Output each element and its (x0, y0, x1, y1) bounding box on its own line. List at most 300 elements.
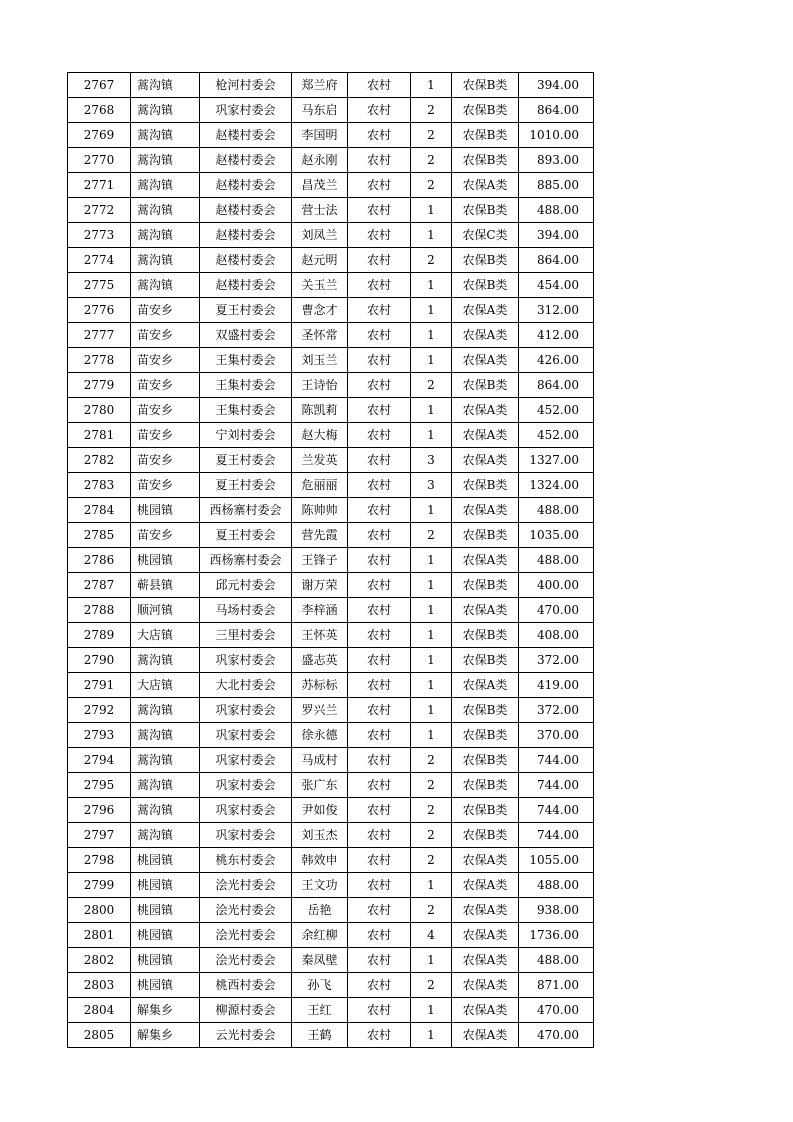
insurance-category-cell: 农保B类 (452, 273, 519, 298)
name-cell: 尹如俊 (292, 798, 348, 823)
insurance-category-cell: 农保A类 (452, 948, 519, 973)
village-committee-cell: 邱元村委会 (200, 573, 292, 598)
insurance-category-cell: 农保B类 (452, 98, 519, 123)
insurance-category-cell: 农保A类 (452, 848, 519, 873)
insurance-category-cell: 农保B类 (452, 123, 519, 148)
table-row (68, 323, 594, 348)
record-id-cell: 2777 (68, 323, 131, 348)
table-row (68, 548, 594, 573)
table-row (68, 848, 594, 873)
name-cell: 刘玉杰 (292, 823, 348, 848)
household-count-cell: 2 (411, 748, 452, 773)
table-row (68, 748, 594, 773)
name-cell: 余红柳 (292, 923, 348, 948)
record-id-cell: 2770 (68, 148, 131, 173)
record-id-cell: 2792 (68, 698, 131, 723)
town-cell: 解集乡 (131, 998, 200, 1023)
table-row (68, 248, 594, 273)
area-type-cell: 农村 (348, 498, 411, 523)
village-committee-cell: 宁刘村委会 (200, 423, 292, 448)
town-cell: 蒿沟镇 (131, 698, 200, 723)
table-row (68, 948, 594, 973)
amount-cell: 412.00 (519, 323, 594, 348)
area-type-cell: 农村 (348, 398, 411, 423)
village-committee-cell: 浍光村委会 (200, 873, 292, 898)
household-count-cell: 2 (411, 523, 452, 548)
area-type-cell: 农村 (348, 323, 411, 348)
household-count-cell: 1 (411, 273, 452, 298)
area-type-cell: 农村 (348, 923, 411, 948)
amount-cell: 394.00 (519, 73, 594, 98)
insurance-category-cell: 农保B类 (452, 823, 519, 848)
area-type-cell: 农村 (348, 73, 411, 98)
household-count-cell: 2 (411, 823, 452, 848)
insurance-category-cell: 农保B类 (452, 648, 519, 673)
name-cell: 王锋子 (292, 548, 348, 573)
table-row (68, 473, 594, 498)
name-cell: 王鹤 (292, 1023, 348, 1048)
town-cell: 解集乡 (131, 1023, 200, 1048)
insurance-category-cell: 农保A类 (452, 448, 519, 473)
record-id-cell: 2798 (68, 848, 131, 873)
village-committee-cell: 赵楼村委会 (200, 198, 292, 223)
name-cell: 郑兰府 (292, 73, 348, 98)
table-row (68, 348, 594, 373)
area-type-cell: 农村 (348, 98, 411, 123)
insurance-category-cell: 农保A类 (452, 348, 519, 373)
village-committee-cell: 三里村委会 (200, 623, 292, 648)
insurance-category-cell: 农保A类 (452, 398, 519, 423)
village-committee-cell: 巩家村委会 (200, 98, 292, 123)
record-id-cell: 2781 (68, 423, 131, 448)
household-count-cell: 1 (411, 423, 452, 448)
table-row (68, 573, 594, 598)
record-id-cell: 2776 (68, 298, 131, 323)
table-row (68, 623, 594, 648)
town-cell: 蒿沟镇 (131, 223, 200, 248)
table-row (68, 723, 594, 748)
village-committee-cell: 马场村委会 (200, 598, 292, 623)
area-type-cell: 农村 (348, 873, 411, 898)
table-row (68, 223, 594, 248)
household-count-cell: 2 (411, 848, 452, 873)
household-count-cell: 1 (411, 548, 452, 573)
town-cell: 桃园镇 (131, 498, 200, 523)
amount-cell: 744.00 (519, 823, 594, 848)
household-count-cell: 1 (411, 673, 452, 698)
amount-cell: 488.00 (519, 548, 594, 573)
table-row (68, 398, 594, 423)
area-type-cell: 农村 (348, 223, 411, 248)
record-id-cell: 2803 (68, 973, 131, 998)
household-count-cell: 1 (411, 723, 452, 748)
record-id-cell: 2771 (68, 173, 131, 198)
amount-cell: 452.00 (519, 398, 594, 423)
household-count-cell: 1 (411, 948, 452, 973)
name-cell: 昌茂兰 (292, 173, 348, 198)
name-cell: 盛志英 (292, 648, 348, 673)
name-cell: 王文功 (292, 873, 348, 898)
table-row (68, 98, 594, 123)
amount-cell: 1055.00 (519, 848, 594, 873)
village-committee-cell: 巩家村委会 (200, 773, 292, 798)
town-cell: 苗安乡 (131, 448, 200, 473)
village-committee-cell: 浍光村委会 (200, 898, 292, 923)
amount-cell: 488.00 (519, 948, 594, 973)
area-type-cell: 农村 (348, 448, 411, 473)
table-row (68, 773, 594, 798)
town-cell: 桃园镇 (131, 923, 200, 948)
record-id-cell: 2768 (68, 98, 131, 123)
household-count-cell: 1 (411, 623, 452, 648)
record-id-cell: 2800 (68, 898, 131, 923)
area-type-cell: 农村 (348, 1023, 411, 1048)
village-committee-cell: 云光村委会 (200, 1023, 292, 1048)
amount-cell: 394.00 (519, 223, 594, 248)
record-id-cell: 2778 (68, 348, 131, 373)
record-id-cell: 2791 (68, 673, 131, 698)
name-cell: 危丽丽 (292, 473, 348, 498)
town-cell: 蒿沟镇 (131, 148, 200, 173)
record-id-cell: 2774 (68, 248, 131, 273)
record-id-cell: 2773 (68, 223, 131, 248)
table-row (68, 648, 594, 673)
town-cell: 蒿沟镇 (131, 798, 200, 823)
household-count-cell: 4 (411, 923, 452, 948)
table-row (68, 973, 594, 998)
name-cell: 岳艳 (292, 898, 348, 923)
household-count-cell: 2 (411, 98, 452, 123)
table-row (68, 298, 594, 323)
insurance-category-cell: 农保B类 (452, 773, 519, 798)
name-cell: 苏标标 (292, 673, 348, 698)
village-committee-cell: 王集村委会 (200, 373, 292, 398)
table-row (68, 198, 594, 223)
insurance-category-cell: 农保B类 (452, 73, 519, 98)
record-id-cell: 2772 (68, 198, 131, 223)
household-count-cell: 1 (411, 73, 452, 98)
amount-cell: 1736.00 (519, 923, 594, 948)
name-cell: 王诗怡 (292, 373, 348, 398)
town-cell: 苗安乡 (131, 423, 200, 448)
insurance-category-cell: 农保B类 (452, 523, 519, 548)
village-committee-cell: 巩家村委会 (200, 698, 292, 723)
data-table (67, 72, 594, 1048)
amount-cell: 452.00 (519, 423, 594, 448)
town-cell: 桃园镇 (131, 948, 200, 973)
amount-cell: 408.00 (519, 623, 594, 648)
village-committee-cell: 王集村委会 (200, 398, 292, 423)
town-cell: 苗安乡 (131, 523, 200, 548)
area-type-cell: 农村 (348, 548, 411, 573)
record-id-cell: 2775 (68, 273, 131, 298)
table-row (68, 173, 594, 198)
amount-cell: 488.00 (519, 198, 594, 223)
area-type-cell: 农村 (348, 748, 411, 773)
area-type-cell: 农村 (348, 823, 411, 848)
insurance-category-cell: 农保A类 (452, 498, 519, 523)
village-committee-cell: 枪河村委会 (200, 73, 292, 98)
name-cell: 营先霞 (292, 523, 348, 548)
amount-cell: 1010.00 (519, 123, 594, 148)
name-cell: 李梓涵 (292, 598, 348, 623)
village-committee-cell: 桃西村委会 (200, 973, 292, 998)
village-committee-cell: 夏王村委会 (200, 448, 292, 473)
area-type-cell: 农村 (348, 598, 411, 623)
amount-cell: 426.00 (519, 348, 594, 373)
area-type-cell: 农村 (348, 723, 411, 748)
village-committee-cell: 桃东村委会 (200, 848, 292, 873)
area-type-cell: 农村 (348, 198, 411, 223)
amount-cell: 1035.00 (519, 523, 594, 548)
record-id-cell: 2769 (68, 123, 131, 148)
village-committee-cell: 夏王村委会 (200, 298, 292, 323)
household-count-cell: 1 (411, 598, 452, 623)
town-cell: 蒿沟镇 (131, 123, 200, 148)
table-row (68, 1023, 594, 1048)
area-type-cell: 农村 (348, 648, 411, 673)
area-type-cell: 农村 (348, 798, 411, 823)
name-cell: 刘玉兰 (292, 348, 348, 373)
household-count-cell: 2 (411, 148, 452, 173)
record-id-cell: 2799 (68, 873, 131, 898)
town-cell: 苗安乡 (131, 298, 200, 323)
amount-cell: 864.00 (519, 248, 594, 273)
town-cell: 蒿沟镇 (131, 773, 200, 798)
table-row (68, 523, 594, 548)
town-cell: 桃园镇 (131, 973, 200, 998)
name-cell: 陈凯莉 (292, 398, 348, 423)
amount-cell: 312.00 (519, 298, 594, 323)
area-type-cell: 农村 (348, 673, 411, 698)
area-type-cell: 农村 (348, 573, 411, 598)
town-cell: 蒿沟镇 (131, 823, 200, 848)
town-cell: 苗安乡 (131, 398, 200, 423)
insurance-category-cell: 农保A类 (452, 998, 519, 1023)
insurance-category-cell: 农保A类 (452, 298, 519, 323)
name-cell: 马成村 (292, 748, 348, 773)
name-cell: 罗兴兰 (292, 698, 348, 723)
insurance-category-cell: 农保A类 (452, 973, 519, 998)
village-committee-cell: 巩家村委会 (200, 748, 292, 773)
household-count-cell: 1 (411, 873, 452, 898)
table-body (68, 73, 594, 1048)
amount-cell: 370.00 (519, 723, 594, 748)
record-id-cell: 2795 (68, 773, 131, 798)
amount-cell: 864.00 (519, 373, 594, 398)
area-type-cell: 农村 (348, 998, 411, 1023)
area-type-cell: 农村 (348, 623, 411, 648)
household-count-cell: 2 (411, 898, 452, 923)
insurance-category-cell: 农保A类 (452, 548, 519, 573)
area-type-cell: 农村 (348, 423, 411, 448)
amount-cell: 938.00 (519, 898, 594, 923)
table-row (68, 823, 594, 848)
household-count-cell: 1 (411, 1023, 452, 1048)
household-count-cell: 2 (411, 373, 452, 398)
insurance-category-cell: 农保A类 (452, 1023, 519, 1048)
table-row (68, 273, 594, 298)
amount-cell: 400.00 (519, 573, 594, 598)
insurance-category-cell: 农保B类 (452, 723, 519, 748)
amount-cell: 470.00 (519, 1023, 594, 1048)
village-committee-cell: 夏王村委会 (200, 473, 292, 498)
record-id-cell: 2786 (68, 548, 131, 573)
table-row (68, 998, 594, 1023)
name-cell: 张广东 (292, 773, 348, 798)
record-id-cell: 2790 (68, 648, 131, 673)
name-cell: 李国明 (292, 123, 348, 148)
household-count-cell: 1 (411, 698, 452, 723)
area-type-cell: 农村 (348, 148, 411, 173)
table-row (68, 448, 594, 473)
town-cell: 蕲县镇 (131, 573, 200, 598)
insurance-category-cell: 农保A类 (452, 323, 519, 348)
town-cell: 蒿沟镇 (131, 748, 200, 773)
village-committee-cell: 夏王村委会 (200, 523, 292, 548)
amount-cell: 454.00 (519, 273, 594, 298)
record-id-cell: 2767 (68, 73, 131, 98)
table-row (68, 498, 594, 523)
table-row (68, 873, 594, 898)
town-cell: 蒿沟镇 (131, 98, 200, 123)
insurance-category-cell: 农保B类 (452, 798, 519, 823)
insurance-category-cell: 农保C类 (452, 223, 519, 248)
name-cell: 孙飞 (292, 973, 348, 998)
town-cell: 顺河镇 (131, 598, 200, 623)
town-cell: 大店镇 (131, 623, 200, 648)
household-count-cell: 2 (411, 973, 452, 998)
household-count-cell: 1 (411, 298, 452, 323)
area-type-cell: 农村 (348, 973, 411, 998)
area-type-cell: 农村 (348, 898, 411, 923)
village-committee-cell: 赵楼村委会 (200, 123, 292, 148)
name-cell: 陈帅帅 (292, 498, 348, 523)
household-count-cell: 2 (411, 173, 452, 198)
name-cell: 赵大梅 (292, 423, 348, 448)
record-id-cell: 2797 (68, 823, 131, 848)
name-cell: 谢万荣 (292, 573, 348, 598)
household-count-cell: 3 (411, 473, 452, 498)
record-id-cell: 2789 (68, 623, 131, 648)
record-id-cell: 2801 (68, 923, 131, 948)
village-committee-cell: 柳源村委会 (200, 998, 292, 1023)
record-id-cell: 2787 (68, 573, 131, 598)
amount-cell: 488.00 (519, 873, 594, 898)
household-count-cell: 1 (411, 348, 452, 373)
name-cell: 刘凤兰 (292, 223, 348, 248)
village-committee-cell: 巩家村委会 (200, 723, 292, 748)
area-type-cell: 农村 (348, 373, 411, 398)
record-id-cell: 2783 (68, 473, 131, 498)
village-committee-cell: 赵楼村委会 (200, 173, 292, 198)
table-row (68, 923, 594, 948)
table-row (68, 898, 594, 923)
insurance-category-cell: 农保A类 (452, 423, 519, 448)
town-cell: 桃园镇 (131, 848, 200, 873)
area-type-cell: 农村 (348, 948, 411, 973)
village-committee-cell: 大北村委会 (200, 673, 292, 698)
town-cell: 蒿沟镇 (131, 723, 200, 748)
table-row (68, 73, 594, 98)
village-committee-cell: 巩家村委会 (200, 823, 292, 848)
amount-cell: 744.00 (519, 798, 594, 823)
household-count-cell: 1 (411, 648, 452, 673)
name-cell: 曹念才 (292, 298, 348, 323)
table-row (68, 598, 594, 623)
insurance-category-cell: 农保A类 (452, 673, 519, 698)
table-row (68, 698, 594, 723)
record-id-cell: 2802 (68, 948, 131, 973)
village-committee-cell: 巩家村委会 (200, 798, 292, 823)
name-cell: 圣怀常 (292, 323, 348, 348)
village-committee-cell: 赵楼村委会 (200, 248, 292, 273)
amount-cell: 1324.00 (519, 473, 594, 498)
town-cell: 蒿沟镇 (131, 73, 200, 98)
amount-cell: 871.00 (519, 973, 594, 998)
insurance-category-cell: 农保A类 (452, 598, 519, 623)
record-id-cell: 2784 (68, 498, 131, 523)
amount-cell: 470.00 (519, 998, 594, 1023)
area-type-cell: 农村 (348, 298, 411, 323)
amount-cell: 488.00 (519, 498, 594, 523)
town-cell: 苗安乡 (131, 348, 200, 373)
household-count-cell: 2 (411, 248, 452, 273)
village-committee-cell: 赵楼村委会 (200, 273, 292, 298)
name-cell: 关玉兰 (292, 273, 348, 298)
household-count-cell: 1 (411, 198, 452, 223)
record-id-cell: 2788 (68, 598, 131, 623)
household-count-cell: 1 (411, 223, 452, 248)
table-row (68, 423, 594, 448)
name-cell: 营士法 (292, 198, 348, 223)
insurance-category-cell: 农保B类 (452, 473, 519, 498)
record-id-cell: 2793 (68, 723, 131, 748)
amount-cell: 372.00 (519, 648, 594, 673)
area-type-cell: 农村 (348, 473, 411, 498)
village-committee-cell: 双盛村委会 (200, 323, 292, 348)
record-id-cell: 2796 (68, 798, 131, 823)
insurance-category-cell: 农保A类 (452, 173, 519, 198)
town-cell: 蒿沟镇 (131, 273, 200, 298)
table-row (68, 798, 594, 823)
area-type-cell: 农村 (348, 248, 411, 273)
name-cell: 秦凤壁 (292, 948, 348, 973)
village-committee-cell: 浍光村委会 (200, 948, 292, 973)
household-count-cell: 1 (411, 323, 452, 348)
area-type-cell: 农村 (348, 698, 411, 723)
table-row (68, 673, 594, 698)
record-id-cell: 2785 (68, 523, 131, 548)
household-count-cell: 2 (411, 773, 452, 798)
table-row (68, 123, 594, 148)
table-row (68, 373, 594, 398)
name-cell: 赵永刚 (292, 148, 348, 173)
village-committee-cell: 西杨寨村委会 (200, 498, 292, 523)
insurance-category-cell: 农保A类 (452, 923, 519, 948)
table-row (68, 148, 594, 173)
town-cell: 苗安乡 (131, 323, 200, 348)
amount-cell: 470.00 (519, 598, 594, 623)
town-cell: 桃园镇 (131, 873, 200, 898)
household-count-cell: 3 (411, 448, 452, 473)
area-type-cell: 农村 (348, 173, 411, 198)
insurance-category-cell: 农保B类 (452, 248, 519, 273)
insurance-category-cell: 农保B类 (452, 373, 519, 398)
amount-cell: 885.00 (519, 173, 594, 198)
village-committee-cell: 王集村委会 (200, 348, 292, 373)
insurance-category-cell: 农保B类 (452, 198, 519, 223)
